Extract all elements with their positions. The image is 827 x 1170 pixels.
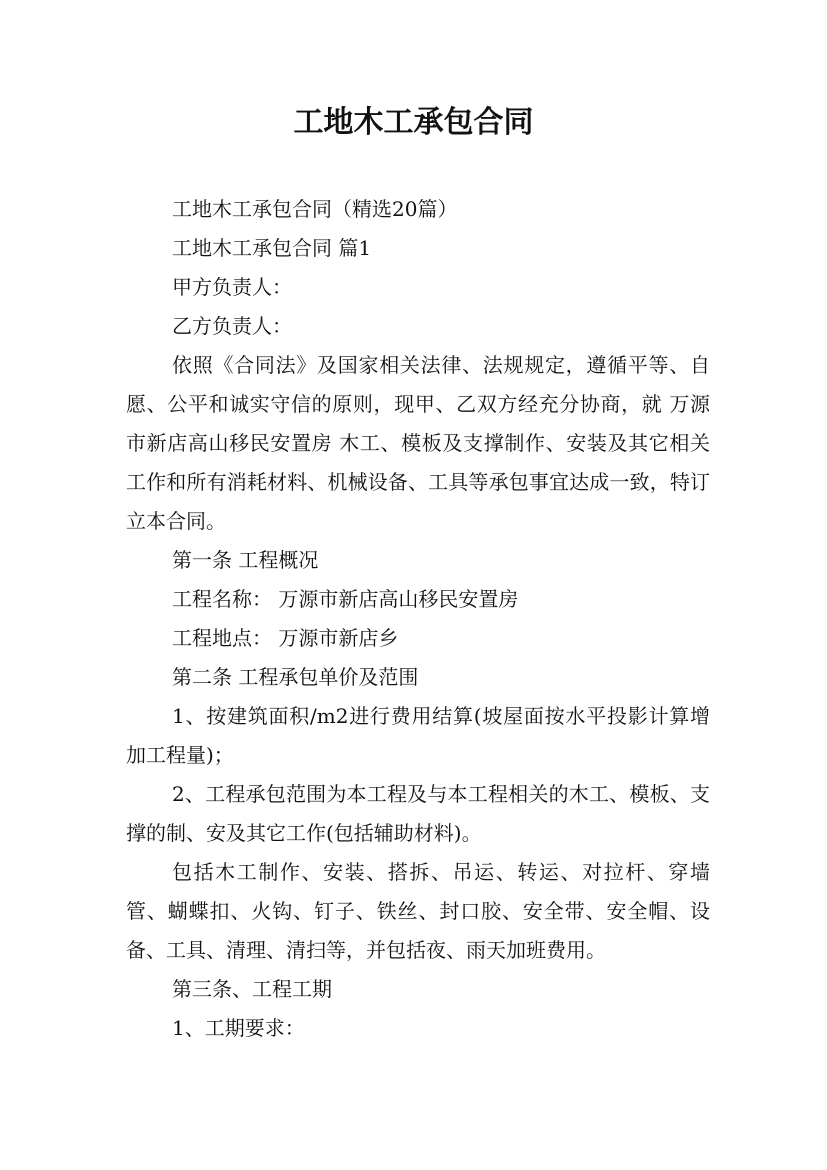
paragraph-scope-details: 包括木工制作、安装、搭拆、吊运、转运、对拉杆、穿墙管、蝴蝶扣、火钩、钉子、铁丝、封口胶、安全带、安全帽、设备、工具、清理、清扫等，并包括夜、雨天加班费用。	[126, 860, 710, 962]
document-body	[126, 190, 710, 1048]
paragraph-article-2: 第二条 工程承包单价及范围	[172, 665, 419, 689]
paragraph-preamble: 依照《合同法》及国家相关法律、法规规定，遵循平等、自愿、公平和诚实守信的原则，现甲、乙双方经充分协商，就 万源市新店高山移民安置房 木工、模板及支撑制作、安装及其它相关工作和所有消耗材料、机械设备、工具等承包事宜达成一致，特订立本合同。	[126, 353, 710, 533]
paragraph-item-1: 1、按建筑面积/m2进行费用结算(坡屋面按水平投影计算增加工程量)；	[126, 704, 710, 767]
paragraph-section-heading: 工地木工承包合同 篇1	[172, 236, 372, 260]
paragraph-item-2: 2、工程承包范围为本工程及与本工程相关的木工、模板、支撑的制、安及其它工作(包括辅助材料)。	[126, 782, 710, 845]
paragraph-article-3: 第三条、工程工期	[172, 977, 332, 1001]
paragraph-party-b: 乙方负责人：	[172, 314, 292, 338]
document-title: 工地木工承包合同	[293, 105, 534, 140]
paragraph-article-1: 第一条 工程概况	[172, 548, 319, 572]
paragraph-party-a: 甲方负责人：	[172, 275, 292, 299]
paragraph-project-location: 工程地点： 万源市新店乡	[172, 626, 399, 650]
paragraph-project-name: 工程名称： 万源市新店高山移民安置房	[172, 587, 519, 611]
paragraph-duration-requirement: 1、工期要求：	[172, 1016, 305, 1040]
paragraph-subtitle: 工地木工承包合同（精选20篇）	[172, 197, 458, 221]
